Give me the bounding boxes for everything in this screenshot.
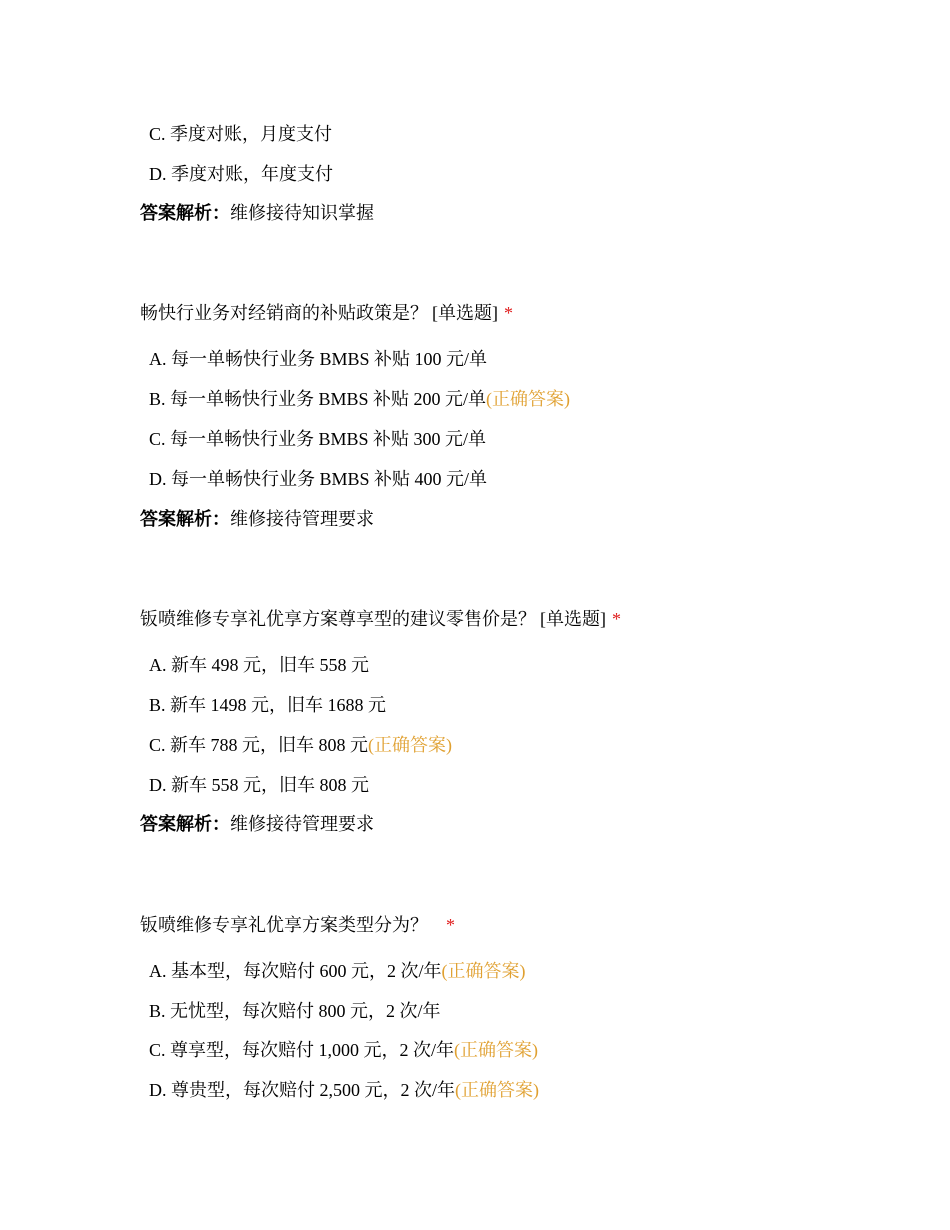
question-title	[140, 913, 455, 937]
option-item	[149, 387, 570, 411]
question-type: [单选题]	[540, 609, 606, 629]
correct-answer-marker: (正确答案)	[454, 1040, 539, 1060]
required-marker: *	[612, 609, 621, 629]
option-text: B. 新车 1498 元，旧车 1688 元	[149, 695, 387, 715]
question-title	[140, 301, 513, 325]
analysis-label: 答案解析：	[140, 203, 230, 223]
correct-answer-marker: (正确答案)	[441, 961, 526, 981]
option-item	[149, 467, 487, 491]
option-item	[149, 1038, 538, 1062]
question-text: 钣喷维修专享礼优享方案尊享型的建议零售价是？	[140, 609, 536, 629]
option-item	[149, 999, 441, 1023]
option-text: A. 基本型，每次赔付 600 元，2 次/年	[149, 961, 442, 981]
analysis-label: 答案解析：	[140, 509, 230, 529]
answer-analysis	[140, 812, 374, 836]
question-type: [单选题]	[432, 303, 498, 323]
option-item	[149, 653, 369, 677]
correct-answer-marker: (正确答案)	[486, 389, 571, 409]
option-text: D. 每一单畅快行业务 BMBS 补贴 400 元/单	[149, 469, 488, 489]
option-text: C. 尊享型，每次赔付 1,000 元，2 次/年	[149, 1040, 455, 1060]
question-text: 畅快行业务对经销商的补贴政策是？	[140, 303, 428, 323]
option-item	[149, 122, 332, 146]
option-item	[149, 733, 452, 757]
analysis-text: 维修接待管理要求	[230, 509, 374, 529]
option-text: D. 尊贵型，每次赔付 2,500 元，2 次/年	[149, 1080, 455, 1100]
analysis-label: 答案解析：	[140, 814, 230, 834]
correct-answer-marker: (正确答案)	[455, 1080, 539, 1100]
option-item	[149, 959, 526, 983]
correct-answer-marker: (正确答案)	[368, 735, 453, 755]
option-text: A. 新车 498 元，旧车 558 元	[149, 655, 369, 675]
option-text: D. 季度对账，年度支付	[149, 164, 333, 184]
analysis-text: 维修接待知识掌握	[230, 203, 374, 223]
option-item	[149, 347, 487, 371]
option-text: A. 每一单畅快行业务 BMBS 补贴 100 元/单	[149, 349, 488, 369]
option-text: C. 新车 788 元，旧车 808 元	[149, 735, 369, 755]
option-text: C. 每一单畅快行业务 BMBS 补贴 300 元/单	[149, 429, 487, 449]
option-text: C. 季度对账，月度支付	[149, 124, 333, 144]
required-marker: *	[504, 303, 513, 323]
option-item	[149, 427, 486, 451]
option-item	[149, 1078, 539, 1102]
analysis-text: 维修接待管理要求	[230, 814, 374, 834]
option-item	[149, 162, 333, 186]
option-item	[149, 773, 369, 797]
answer-analysis	[140, 507, 374, 531]
required-marker: *	[446, 915, 455, 935]
option-text: B. 无忧型，每次赔付 800 元，2 次/年	[149, 1001, 441, 1021]
question-title	[140, 607, 621, 631]
question-text: 钣喷维修专享礼优享方案类型分为？	[140, 915, 428, 935]
option-text: B. 每一单畅快行业务 BMBS 补贴 200 元/单	[149, 389, 487, 409]
option-text: D. 新车 558 元，旧车 808 元	[149, 775, 369, 795]
option-item	[149, 693, 386, 717]
answer-analysis	[140, 201, 374, 225]
